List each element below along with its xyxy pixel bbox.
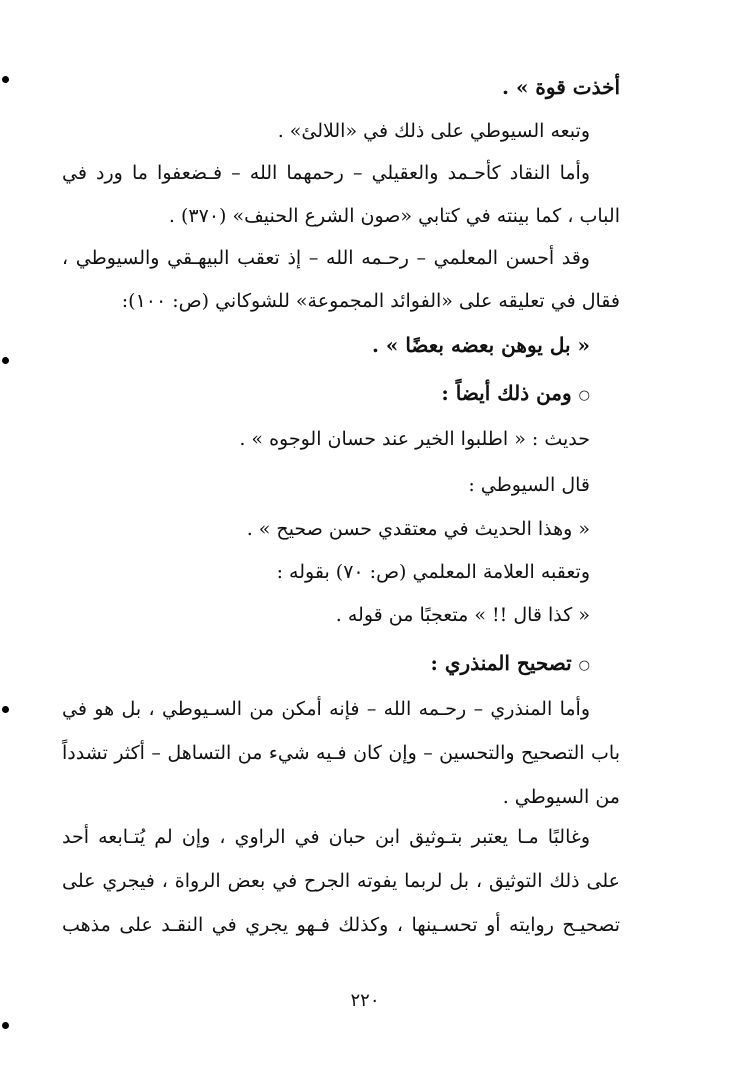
quote-line-1: « بل يوهن بعضه بعضًا » . <box>371 333 590 357</box>
hadith-line: حديث : « اطلبوا الخير عند حسان الوجوه » . <box>239 428 590 450</box>
text-line-13: على ذلك التوثيق ، بل لربما يفوته الجرح في بعض الرواة ، فيجري على <box>62 870 620 892</box>
text-line-11: من السيوطي . <box>502 786 620 808</box>
text-line-9: وأما المنذري – رحـمه الله – فإنه أمكن من السـيوطي ، بل هو في <box>62 698 590 720</box>
scan-mark <box>2 1022 9 1029</box>
section-heading-2 <box>40 648 590 681</box>
scan-mark <box>2 706 9 713</box>
text-line-7: قال السيوطي : <box>468 474 590 496</box>
text-line-5: وقد أحسن المعلمي – رحـمه الله – إذ تعقب البيهـقي والسيوطي ، <box>62 247 590 269</box>
bullet-circle-icon: ○ <box>578 388 590 403</box>
section-heading-1 <box>40 378 590 411</box>
quote-line-2: « وهذا الحديث في معتقدي حسن صحيح » . <box>246 518 590 540</box>
text-line-4: الباب ، كما بينته في كتابي «صون الشرع الحنيف» (٣٧٠) . <box>168 205 620 227</box>
text-line-1: أخذت قوة » . <box>502 75 620 99</box>
section-heading-1-text: ومن ذلك أيضاً : <box>441 381 572 405</box>
quote-line-3: « كذا قال !! » متعجبًا من قوله . <box>335 604 590 626</box>
text-line-8: وتعقبه العلامة المعلمي (ص: ٧٠) بقوله : <box>276 561 590 583</box>
section-heading-2-text: تصحيح المنذري : <box>430 651 572 675</box>
page-number: ٢٢٠ <box>350 990 380 1011</box>
scan-mark <box>2 357 9 364</box>
bullet-circle-icon: ○ <box>578 658 590 673</box>
text-line-3: وأما النقاد كأحـمد والعقيلي – رحمهما الله – فـضعفوا ما ورد في <box>62 162 590 184</box>
scan-mark <box>2 76 9 83</box>
text-line-12: وغالبًا مـا يعتبر بتـوثيق ابن حبان في الراوي ، وإن لم يُتـابعه أحد <box>62 826 590 848</box>
text-line-6: فقال في تعليقه على «الفوائد المجموعة» للشوكاني (ص: ١٠٠): <box>121 290 620 312</box>
text-line-14: تصحيـح روايته أو تحسـينها ، وكذلك فـهو يجري في النقـد على مذهب <box>62 914 620 936</box>
text-line-2: وتبعه السيوطي على ذلك في «اللالئ» . <box>277 120 590 142</box>
text-line-10: باب التصحيح والتحسين – وإن كان فـيه شيء من التساهل – أكثر تشدداً <box>62 742 620 764</box>
